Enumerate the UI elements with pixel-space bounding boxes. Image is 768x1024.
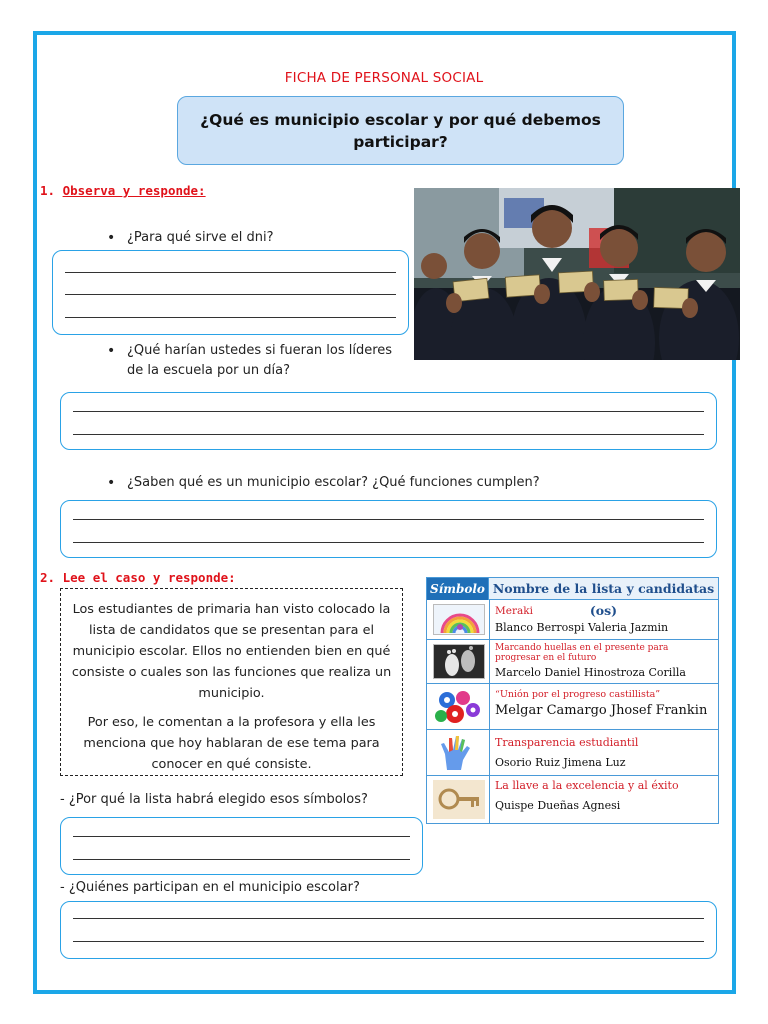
table-row — [427, 600, 718, 640]
answer-box-dni[interactable] — [52, 250, 409, 335]
hand-icon — [433, 734, 485, 771]
case-text-box — [60, 588, 403, 776]
list-name: Meraki — [495, 605, 533, 617]
question-municipio: • ¿Saben qué es un municipio escolar? ¿Qué funciones cumplen? — [107, 475, 540, 491]
question-leaders: • ¿Qué harían ustedes si fueran los líderes de la escuela por un día? — [107, 343, 393, 378]
rainbow-icon — [433, 604, 485, 635]
table-row — [427, 640, 718, 684]
bullet-icon: • — [107, 343, 116, 359]
table-row — [427, 730, 718, 776]
section-2-label: Lee el caso y responde: — [62, 570, 236, 585]
worksheet-title: FICHA DE PERSONAL SOCIAL — [284, 70, 484, 86]
candidate-name: Melgar Camargo Jhosef Frankin — [495, 703, 708, 718]
section-1-label: Observa y responde: — [62, 183, 206, 198]
list-name: Transparencia estudiantil — [495, 736, 639, 749]
answer-box-municipio[interactable] — [60, 500, 717, 558]
gears-icon — [433, 688, 485, 725]
question-participants: - ¿Quiénes participan en el municipio escolar? — [60, 880, 360, 895]
footprints-icon — [433, 644, 485, 679]
candidate-name: Marcelo Daniel Hinostroza Corilla — [495, 666, 686, 679]
candidate-name: Quispe Dueñas Agnesi — [495, 799, 621, 812]
section-2-heading — [40, 570, 236, 585]
answer-box-leaders[interactable] — [60, 392, 717, 450]
bullet-icon: • — [107, 230, 116, 246]
answer-box-participants[interactable] — [60, 901, 717, 959]
answer-box-symbols[interactable] — [60, 817, 423, 875]
column-header-name: Nombre de la lista y candidatas (os) — [492, 581, 715, 618]
candidates-table — [426, 577, 719, 824]
section-1-heading — [40, 183, 206, 198]
list-name: Marcando huellas en el presente para progresar en el futuro — [495, 643, 669, 663]
key-icon — [433, 780, 485, 819]
main-question-box — [177, 96, 624, 165]
candidate-name: Blanco Berrospi Valeria Jazmin — [495, 621, 669, 634]
column-header-symbol: Símbolo — [427, 578, 489, 600]
question-dni: • ¿Para qué sirve el dni? — [107, 230, 274, 246]
candidate-name: Osorio Ruiz Jimena Luz — [495, 756, 626, 769]
bullet-icon: • — [107, 475, 116, 491]
students-with-id-cards-photo — [414, 188, 740, 360]
section-1-number: 1. — [40, 183, 56, 198]
case-paragraph-1: Los estudiantes de primaria han visto colocado la lista de candidatos que se presentan para el municipio escolar. Ellos no entienden bien en qué consiste o cuales son las funciones que realiza un municipio. — [71, 602, 392, 701]
table-row — [427, 684, 718, 730]
section-2-number: 2. — [40, 570, 56, 585]
case-paragraph-2: Por eso, le comentan a la profesora y ella les menciona que hoy hablaran de ese tema para conocer en qué consiste. — [83, 715, 380, 772]
table-row — [427, 776, 718, 823]
main-question: ¿Qué es municipio escolar y por qué debemos participar? — [200, 110, 601, 151]
list-name: “Unión por el progreso castillista” — [495, 689, 661, 700]
list-name: La llave a la excelencia y al éxito — [495, 779, 679, 792]
question-symbols: - ¿Por qué la lista habrá elegido esos símbolos? — [60, 792, 368, 807]
